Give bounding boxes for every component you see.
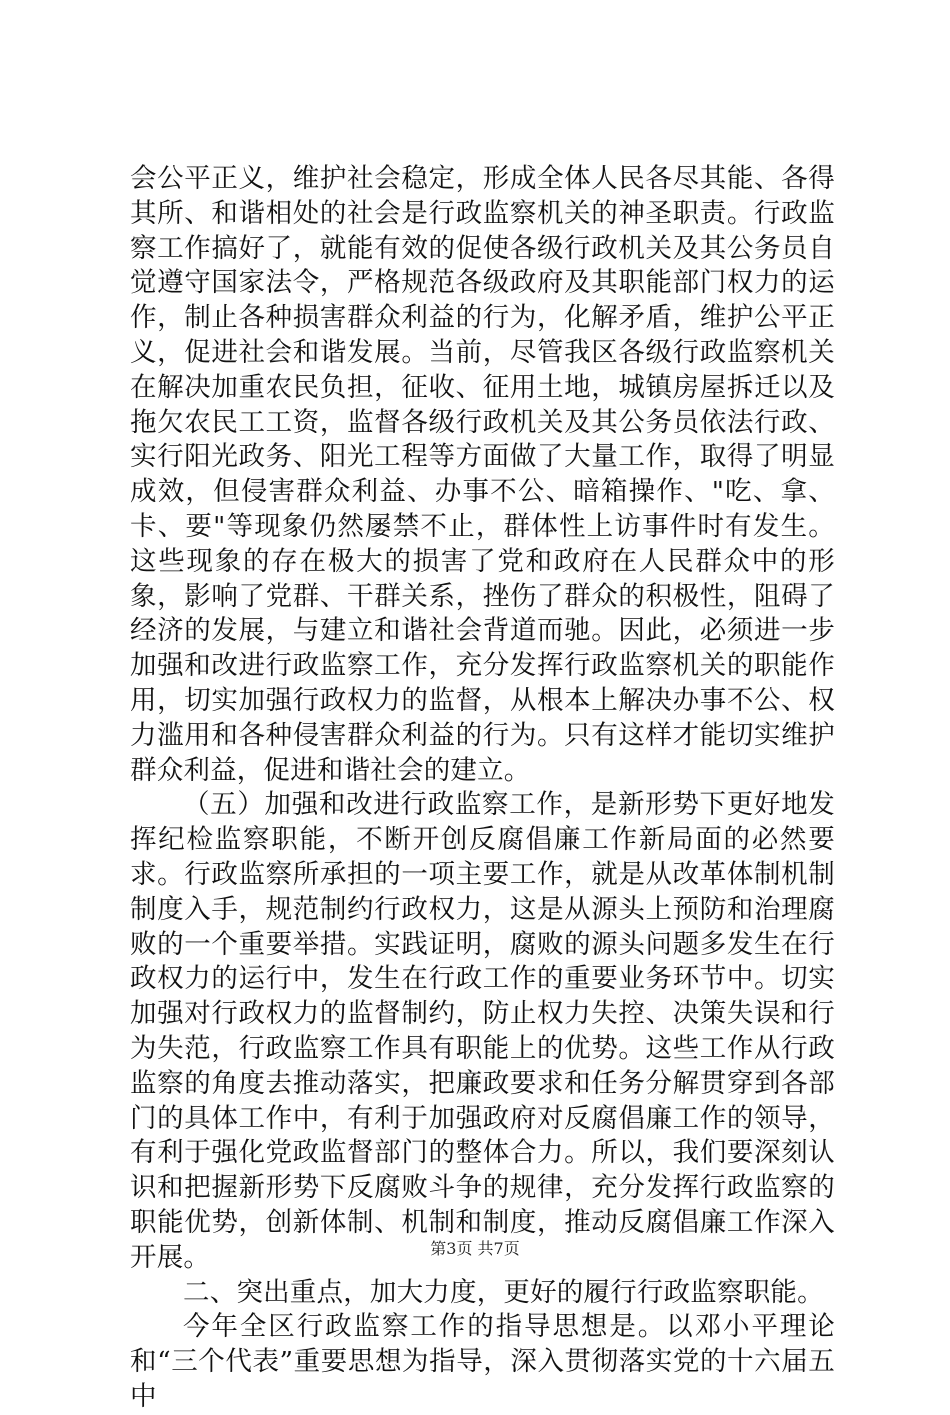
paragraph-2: （五）加强和改进行政监察工作，是新形势下更好地发挥纪检监察职能，不断开创反腐倡廉工作新局面的必然要求。行政监察所承担的一项主要工作，就是从改革体制机制制度入手，规范制约行政权力，这是从源头上预防和治理腐败的一个重要举措。实践证明，腐败的源头问题多发生在行政权力的运行中，发生在行政工作的重要业务环节中。切实加强对行政权力的监督制约，防止权力失控、决策失误和行为失范，行政监察工作具有职能上的优势。这些工作从行政监察的角度去推动落实，把廉政要求和任务分解贯穿到各部门的具体工作中，有利于加强政府对反腐倡廉工作的领导，有利于强化党政监督部门的整体合力。所以，我们要深刻认识和把握新形势下反腐败斗争的规律，充分发挥行政监察的职能优势，创新体制、机制和制度，推动反腐倡廉工作深入开展。 [130, 789, 835, 1273]
paragraph-1: 会公平正义，维护社会稳定，形成全体人民各尽其能、各得其所、和谐相处的社会是行政监察机关的神圣职责。行政监察工作搞好了，就能有效的促使各级行政机关及其公务员自觉遵守国家法令，严格规范各级政府及其职能部门权力的运作，制止各种损害群众利益的行为，化解矛盾，维护公平正义，促进社会和谐发展。当前，尽管我区各级行政监察机关在解决加重农民负担，征收、征用土地，城镇房屋拆迁以及拖欠农民工工资，监督各级行政机关及其公务员依法行政、实行阳光政务、阳光工程等方面做了大量工作，取得了明显成效，但侵害群众利益、办事不公、暗箱操作、"吃、拿、卡、要"等现象仍然屡禁不止，群体性上访事件时有发生。这些现象的存在极大的损害了党和政府在人民群众中的形象，影响了党群、干群关系，挫伤了群众的积极性，阻碍了经济的发展，与建立和谐社会背道而驰。因此，必须进一步加强和改进行政监察工作，充分发挥行政监察机关的职能作用，切实加强行政权力的监督，从根本上解决办事不公、权力滥用和各种侵害群众利益的行为。只有这样才能切实维护群众利益，促进和谐社会的建立。 [130, 163, 835, 786]
document-body [130, 162, 835, 1415]
paragraph-3: 今年全区行政监察工作的指导思想是。以邓小平理论和“三个代表”重要思想为指导，深入贯彻落实党的十六届五中 [130, 1311, 835, 1412]
section-heading: 二、突出重点，加大力度，更好的履行行政监察职能。 [183, 1276, 824, 1308]
page-number-footer: 第3页 共7页 [430, 1239, 520, 1258]
